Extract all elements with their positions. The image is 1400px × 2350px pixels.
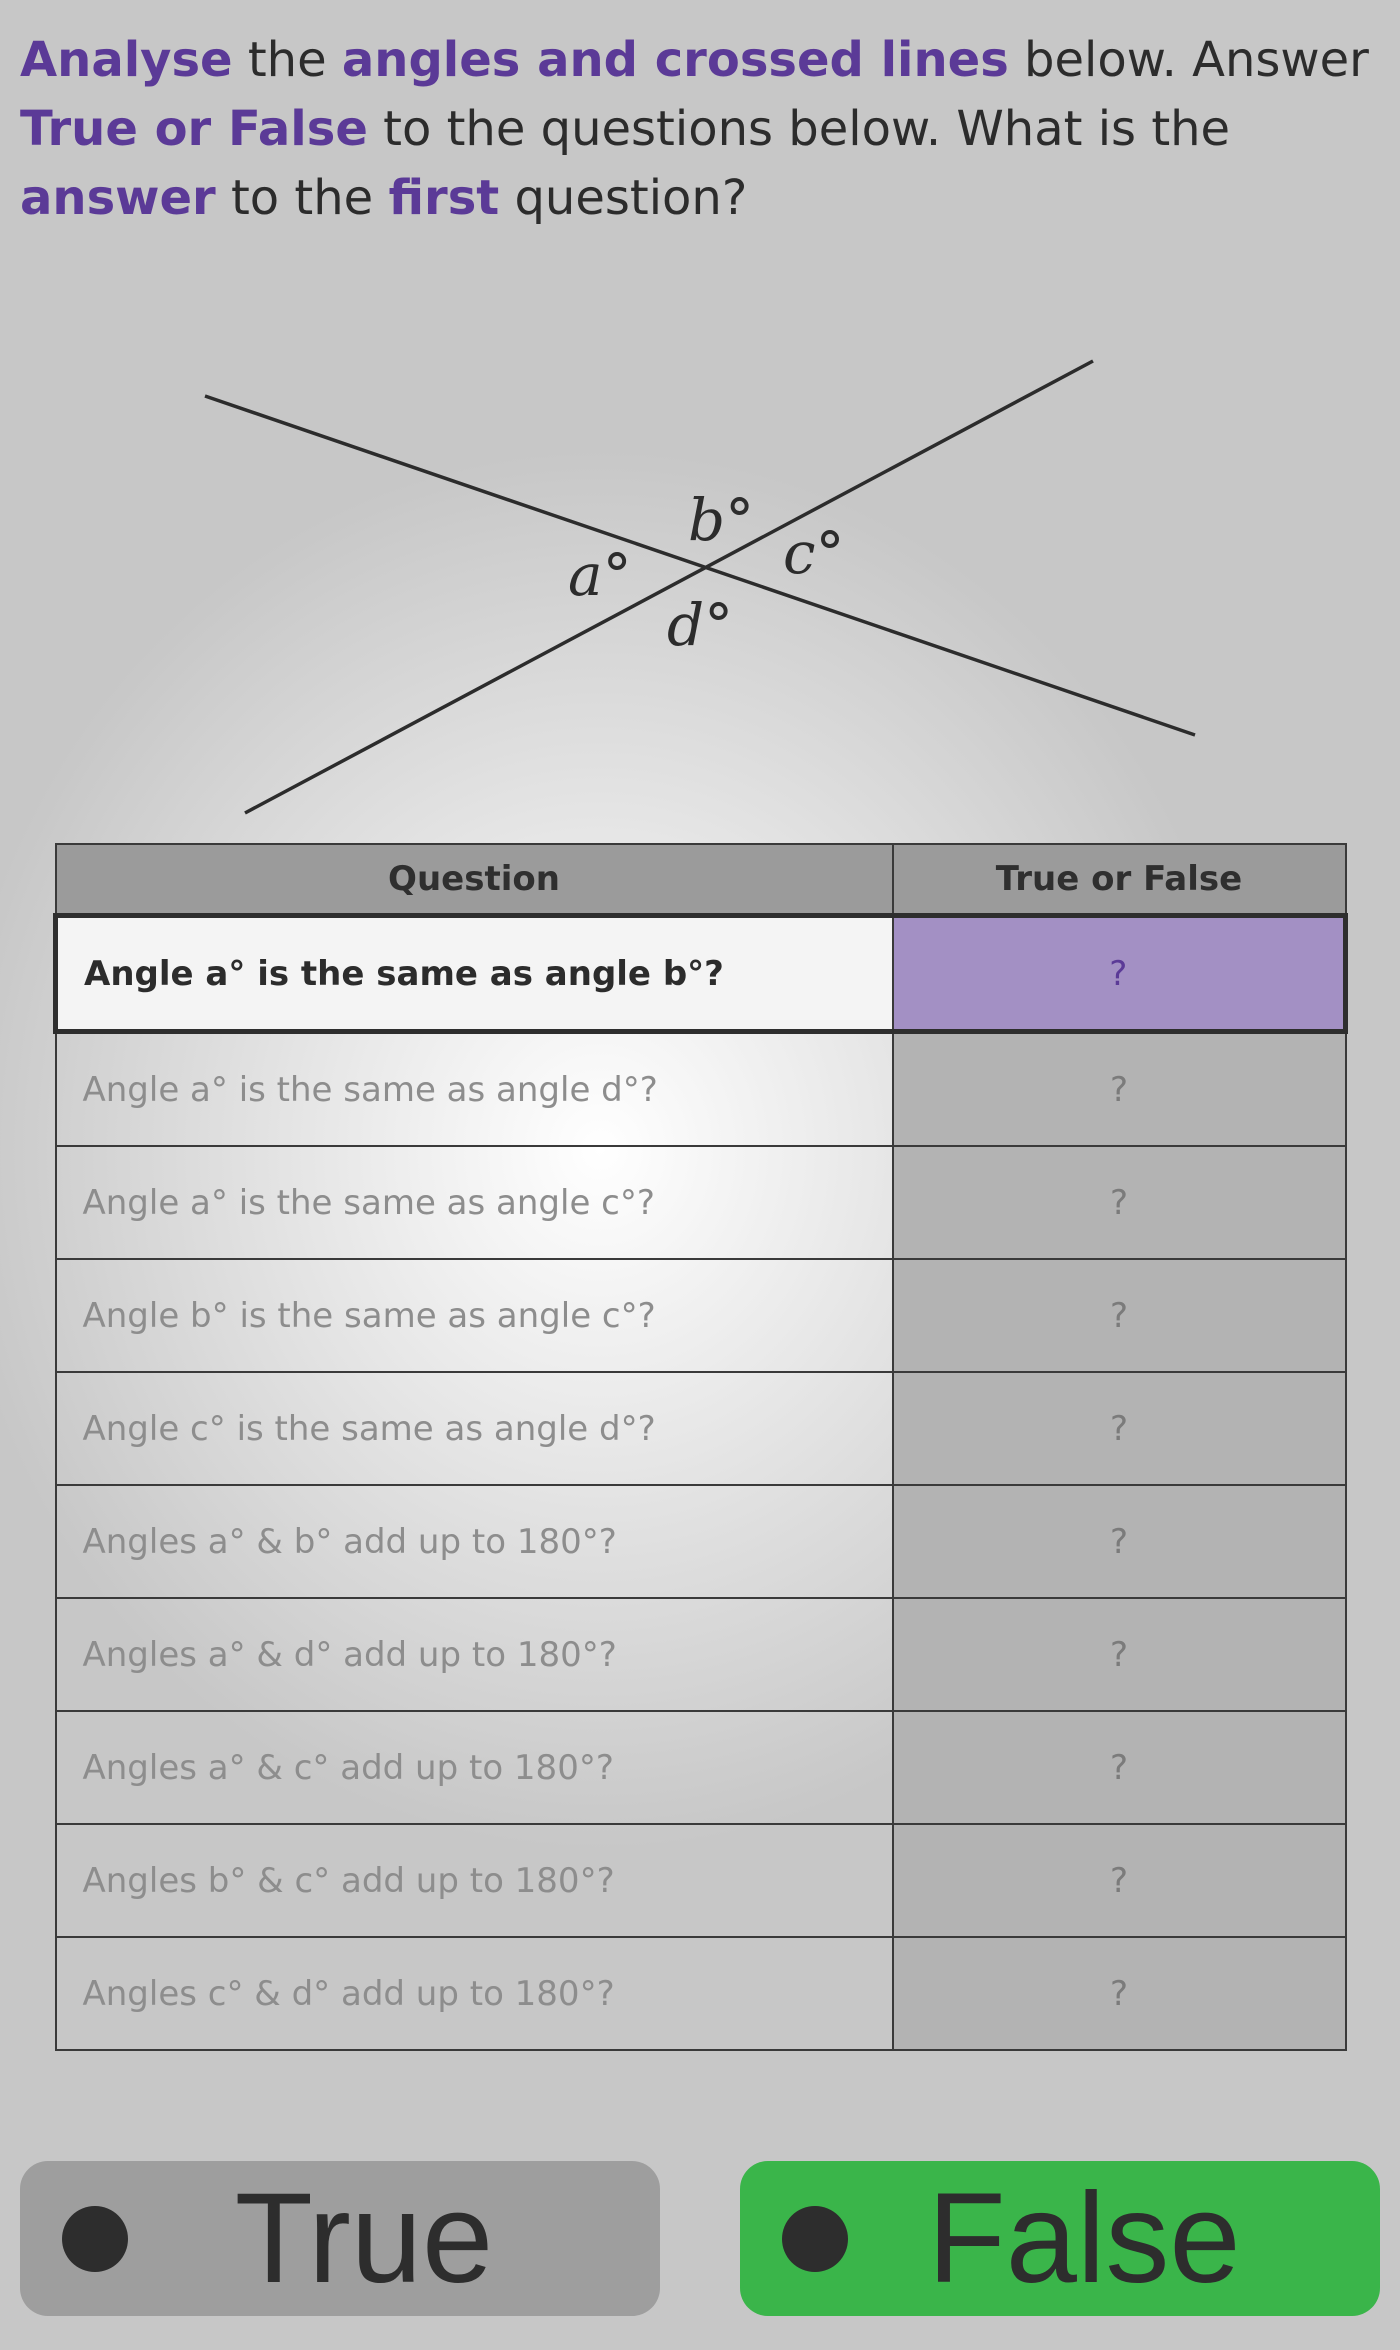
table-row [56,1146,1346,1259]
line-two [245,361,1093,813]
questions-body [56,916,1346,2051]
question-cell: Angle c° is the same as angle d°? [56,1372,893,1485]
angle-label-b: b° [688,486,755,554]
angle-label-d: d° [667,591,734,659]
table-row [56,1259,1346,1372]
answer-cell: ? [893,1824,1346,1937]
table-row [56,1485,1346,1598]
answer-cell: ? [893,1711,1346,1824]
true-radio-dot-icon [62,2206,128,2272]
answer-cell: ? [893,916,1346,1032]
question-cell: Angle a° is the same as angle d°? [56,1032,893,1147]
answer-cell: ? [893,1485,1346,1598]
instruction-highlight: Analyse [20,32,233,88]
question-cell: Angles a° & b° add up to 180°? [56,1485,893,1598]
question-cell: Angles a° & c° add up to 180°? [56,1711,893,1824]
instruction-text: to the questions below. What is the [367,101,1231,157]
instructions-text [20,26,1380,233]
table-row [56,1711,1346,1824]
question-cell: Angles b° & c° add up to 180°? [56,1824,893,1937]
questions-table [53,843,1348,2051]
table-row [56,1032,1346,1147]
true-button-label: True [234,2166,494,2310]
false-button[interactable] [740,2161,1380,2316]
table-row [56,1824,1346,1937]
answer-cell: ? [893,1937,1346,2050]
table-row [56,1598,1346,1711]
instruction-highlight: first [388,170,500,226]
question-cell: Angles c° & d° add up to 180°? [56,1937,893,2050]
table-row [56,1372,1346,1485]
instruction-highlight: True or False [20,101,368,157]
question-cell: Angle a° is the same as angle c°? [56,1146,893,1259]
question-cell: Angle b° is the same as angle c°? [56,1259,893,1372]
line-one [205,396,1195,735]
table-header-row [56,844,1346,916]
answer-cell: ? [893,1598,1346,1711]
angle-label-a: a° [568,541,632,609]
instruction-text: the [232,32,342,88]
answer-cell: ? [893,1146,1346,1259]
instruction-text: question? [499,170,748,226]
answer-cell: ? [893,1032,1346,1147]
false-button-label: False [927,2166,1241,2310]
question-cell: Angle a° is the same as angle b°? [56,916,893,1032]
instruction-highlight: angles and crossed lines [341,32,1009,88]
question-column-header: Question [56,844,893,916]
false-radio-dot-icon [782,2206,848,2272]
true-button[interactable] [20,2161,660,2316]
instruction-text: below. Answer [1008,32,1369,88]
answer-column-header: True or False [893,844,1346,916]
table-row [56,1937,1346,2050]
question-cell: Angles a° & d° add up to 180°? [56,1598,893,1711]
angle-label-c: c° [783,519,845,587]
answer-cell: ? [893,1259,1346,1372]
instruction-highlight: answer [20,170,216,226]
answer-cell: ? [893,1372,1346,1485]
table-row [56,916,1346,1032]
crossed-lines-diagram [0,330,1400,830]
instruction-text: to the [215,170,389,226]
